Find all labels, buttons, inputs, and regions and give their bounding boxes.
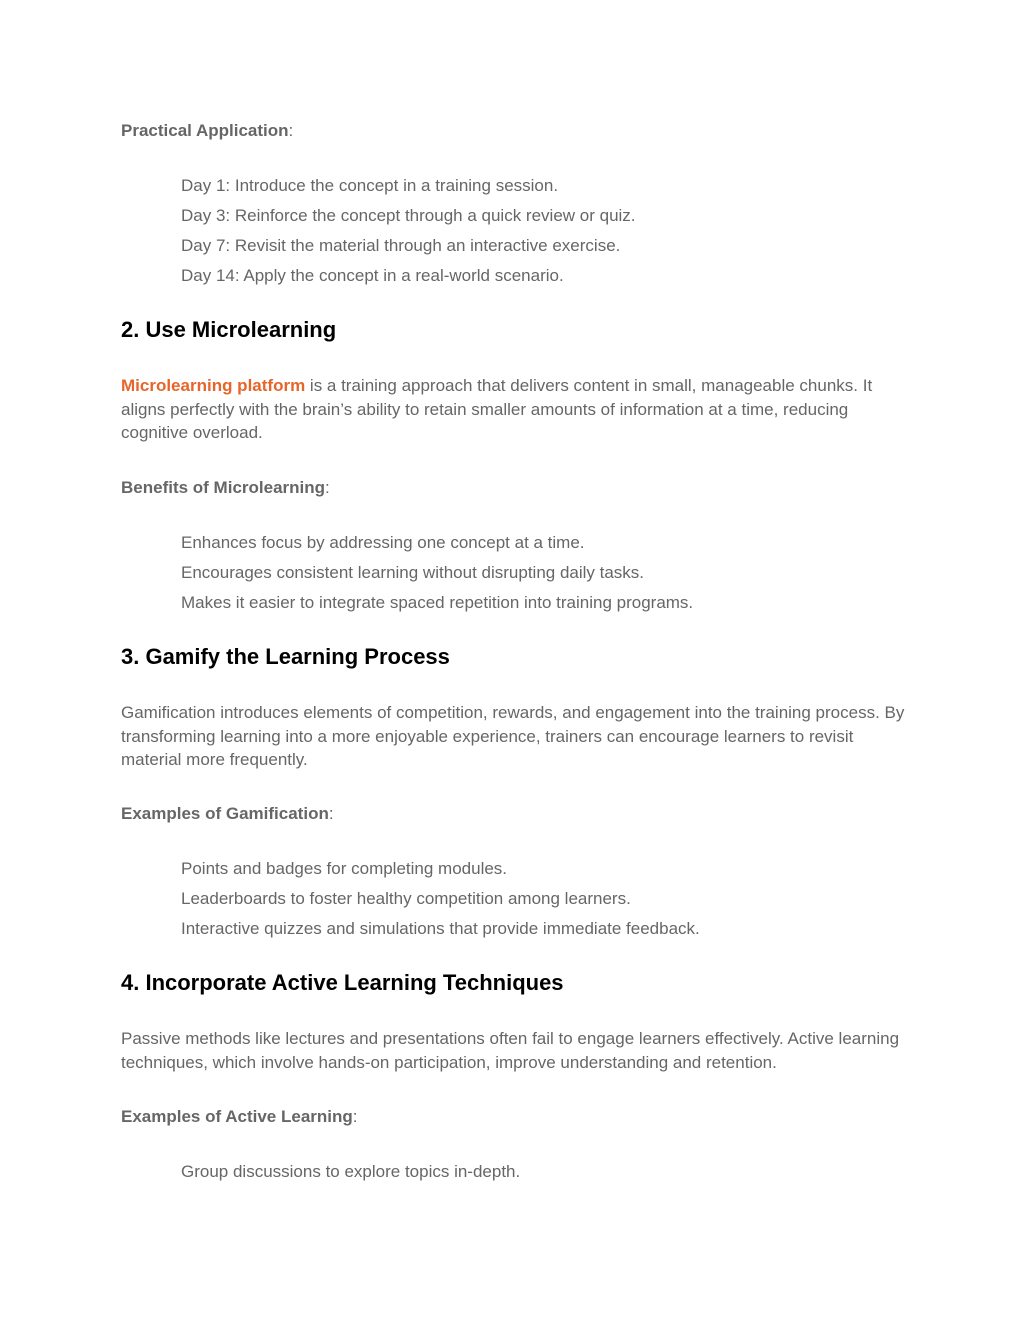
benefits-of-microlearning-label [121,476,911,499]
benefits-list [181,528,921,618]
gamification-paragraph [121,701,911,772]
list-item: Points and badges for completing modules. [181,859,508,878]
microlearning-paragraph [121,374,911,445]
examples-of-active-learning-label [121,1105,911,1128]
active-learning-paragraph-text: Passive methods like lectures and presentations often fail to engage learners effectively. Active learning techniques, which involve hands-on participation, improve understanding and retention. [121,1029,900,1072]
examples-of-gamification-label [121,802,911,825]
label-colon: : [352,1107,358,1126]
section-heading-active-learning: 4. Incorporate Active Learning Techniques [121,970,564,995]
active-learning-paragraph [121,1027,911,1074]
examples-of-active-learning-title: Examples of Active Learning [121,1107,353,1126]
practical-application-label [121,119,911,142]
gamification-paragraph-text: Gamification introduces elements of competition, rewards, and engagement into the training process. By transforming learning into a more enjoyable experience, trainers can encourage learners to revisit material more frequently. [121,703,905,769]
section-heading-gamify: 3. Gamify the Learning Process [121,644,450,669]
label-colon: : [328,804,334,823]
microlearning-platform-link[interactable]: Microlearning platform [121,376,306,395]
list-item: Makes it easier to integrate spaced repetition into training programs. [181,593,694,612]
list-item: Enhances focus by addressing one concept at a time. [181,533,585,552]
list-item: Day 3: Reinforce the concept through a quick review or quiz. [181,206,636,225]
label-colon: : [288,121,294,140]
benefits-of-microlearning-title: Benefits of Microlearning [121,478,326,497]
list-item: Leaderboards to foster healthy competition among learners. [181,889,631,908]
list-item: Encourages consistent learning without disrupting daily tasks. [181,563,645,582]
list-item: Interactive quizzes and simulations that provide immediate feedback. [181,919,700,938]
practical-application-title: Practical Application [121,121,289,140]
list-item: Day 1: Introduce the concept in a training session. [181,176,559,195]
label-colon: : [325,478,330,497]
list-item: Group discussions to explore topics in-depth. [181,1162,521,1181]
gamification-examples-list [181,854,921,944]
list-item: Day 14: Apply the concept in a real-world scenario. [181,266,564,285]
list-item: Day 7: Revisit the material through an interactive exercise. [181,236,621,255]
examples-of-gamification-title: Examples of Gamification [121,804,329,823]
section-heading-microlearning: 2. Use Microlearning [121,317,337,342]
active-learning-examples-list [181,1157,921,1187]
microlearning-paragraph-text: is a training approach that delivers content in small, manageable chunks. It aligns perfectly with the brain’s ability to retain smaller amounts of information at a time, reducing cognitive overload. [121,376,873,442]
practical-application-list [181,171,921,291]
